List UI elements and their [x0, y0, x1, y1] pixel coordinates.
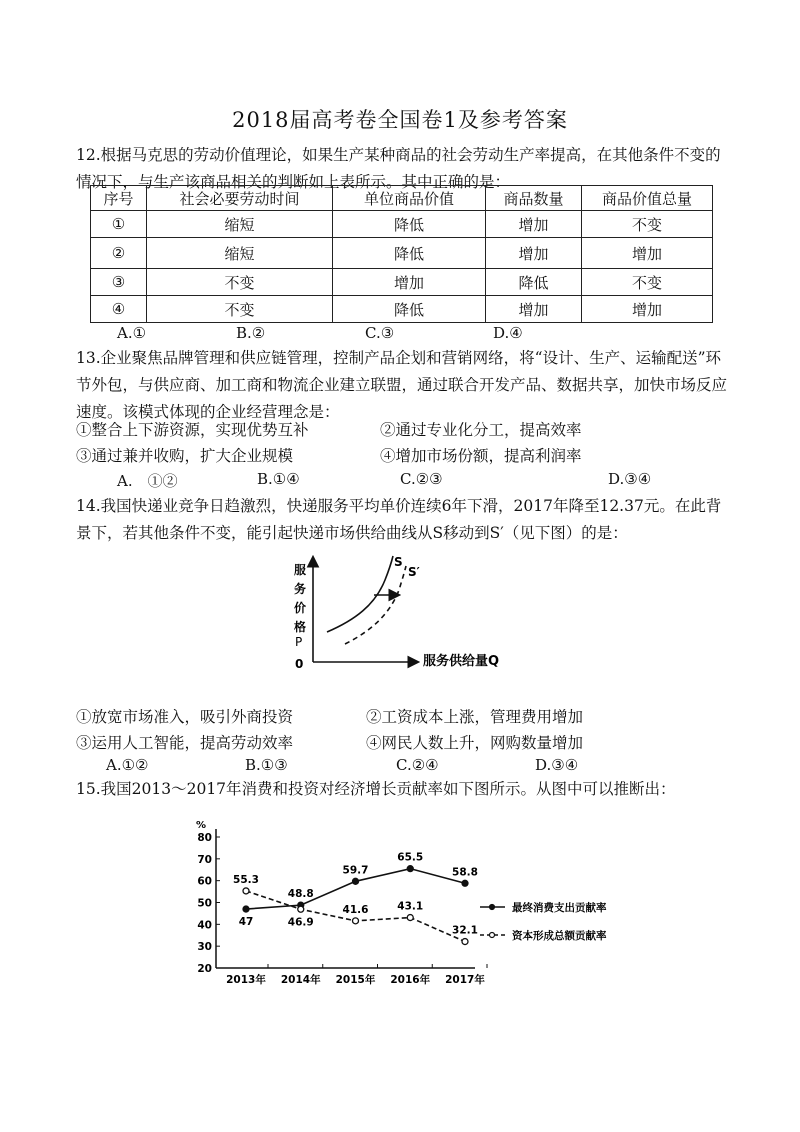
data-point: [462, 880, 468, 886]
table-cell: 降低: [333, 296, 486, 323]
series-line-2: [246, 891, 465, 942]
q13-item-1: ①整合上下游资源，实现优势互补: [76, 421, 309, 439]
data-label: 48.8: [287, 888, 314, 901]
q12-table: [90, 185, 713, 323]
data-label: 47: [238, 916, 254, 929]
table-row: [91, 269, 713, 296]
data-label: 59.7: [342, 864, 369, 877]
table-row: [91, 238, 713, 269]
q13-option-c[interactable]: C.②③: [400, 470, 443, 488]
q13-item-2: ②通过专业化分工，提高效率: [380, 421, 582, 439]
table-cell: ④: [91, 296, 147, 323]
q12-option-b[interactable]: B.②: [236, 324, 266, 342]
y-axis-label-char: 格: [294, 620, 307, 634]
data-label: 65.5: [397, 851, 424, 864]
q14-option-b[interactable]: B.①③: [245, 756, 288, 774]
table-cell: 降低: [333, 238, 486, 269]
origin-label: 0: [295, 657, 304, 671]
x-tick-label: 2013年: [226, 974, 266, 986]
x-tick-label: 2016年: [390, 974, 431, 986]
table-row: [91, 211, 713, 238]
y-tick-label: 70: [197, 853, 212, 866]
q12-header-cell: 商品价值总量: [582, 186, 713, 211]
q12-table-header: [91, 186, 713, 211]
q14-item-1: ①放宽市场准入，吸引外商投资: [76, 708, 294, 726]
table-cell: 缩短: [147, 238, 333, 269]
q14-stem: 14.我国快递业竞争日趋激烈，快递服务平均单价连续6年下滑，2017年降至12.37元。在此背景下，若其他条件不变，能引起快递市场供给曲线从S移动到S′（见下图）的是：: [76, 497, 722, 542]
data-label: 46.9: [287, 916, 314, 929]
curve-label-s: S: [394, 555, 403, 569]
table-cell: 降低: [486, 269, 582, 296]
q14-option-d[interactable]: D.③④: [535, 756, 579, 774]
y-axis-label-char: 务: [294, 582, 307, 596]
x-tick-label: 2015年: [335, 974, 376, 986]
q14-item-2: ②工资成本上涨，管理费用增加: [366, 708, 584, 726]
table-cell: 不变: [147, 296, 333, 323]
x-axis-label: 服务供给量Q: [423, 654, 500, 669]
data-label: 55.3: [233, 873, 259, 886]
y-tick-label: 60: [197, 875, 212, 888]
table-cell: 不变: [582, 269, 713, 296]
q13-stem: 13.企业聚焦品牌管理和供应链管理，控制产品企划和营销网络，将“设计、生产、运输配送”环节外包，与供应商、加工商和物流企业建立联盟，通过联合开发产品、数据共享，加快市场反应速度。该模式体现的企业经营理念是：: [76, 349, 728, 421]
data-label: 32.1: [452, 924, 478, 937]
supply-curve-s-prime: [345, 566, 406, 644]
x-tick-label: 2017年: [445, 974, 485, 986]
supply-curve-figure: [285, 550, 525, 675]
y-axis-label-char: P: [295, 635, 303, 649]
y-tick-label: 20: [197, 963, 212, 975]
y-tick-label: 30: [197, 941, 212, 954]
legend-label: 资本形成总额贡献率: [512, 930, 607, 942]
legend-marker: [490, 933, 495, 938]
q14-item-3: ③运用人工智能，提高劳动效率: [76, 734, 294, 752]
data-label: 41.6: [342, 903, 369, 916]
table-cell: 增加: [333, 269, 486, 296]
x-tick-label: 2014年: [280, 974, 321, 986]
q12-option-a[interactable]: A.①: [117, 324, 147, 342]
q14-option-a[interactable]: A.①②: [106, 756, 149, 774]
data-point: [462, 939, 468, 945]
table-cell: ③: [91, 269, 147, 296]
legend-label: 最终消费支出贡献率: [512, 902, 607, 914]
q12-header-cell: 商品数量: [486, 186, 582, 211]
y-axis-label-char: 价: [294, 601, 307, 615]
table-cell: 增加: [582, 238, 713, 269]
data-point: [298, 906, 304, 912]
q12-option-d[interactable]: D.④: [493, 324, 523, 342]
legend-marker: [490, 905, 495, 910]
table-cell: 增加: [486, 296, 582, 323]
q13-option-d[interactable]: D.③④: [608, 470, 652, 488]
curve-label-s-prime: S′: [408, 565, 420, 579]
q13-item-3: ③通过兼并收购，扩大企业规模: [76, 447, 294, 465]
table-cell: 增加: [582, 296, 713, 323]
q15-stem: 15.我国2013～2017年消费和投资对经济增长贡献率如下图所示。从图中可以推断出：: [76, 780, 676, 798]
table-cell: ①: [91, 211, 147, 238]
data-label: 58.8: [452, 866, 478, 879]
table-cell: 不变: [147, 269, 333, 296]
table-cell: 降低: [333, 211, 486, 238]
data-point: [407, 866, 413, 872]
table-row: [91, 296, 713, 323]
data-point: [353, 918, 359, 924]
data-point: [243, 888, 249, 894]
q12-option-c[interactable]: C.③: [365, 324, 395, 342]
q14-option-c[interactable]: C.②④: [396, 756, 439, 774]
contribution-line-chart: [190, 815, 650, 995]
q13-option-a[interactable]: A. ①②: [117, 472, 178, 490]
table-cell: 增加: [486, 211, 582, 238]
y-tick-label: 40: [197, 919, 212, 932]
q12-stem: 12.根据马克思的劳动价值理论，如果生产某种商品的社会劳动生产率提高，在其他条件不变的情况下，与生产该商品相关的判断如上表所示。其中正确的是：: [76, 146, 721, 191]
table-cell: ②: [91, 238, 147, 269]
q12-header-cell: 单位商品价值: [333, 186, 486, 211]
data-point: [407, 915, 413, 921]
page-title: 2018届高考卷全国卷1及参考答案: [232, 108, 568, 132]
y-axis-unit: %: [196, 820, 207, 831]
y-tick-label: 50: [197, 897, 212, 910]
q12-header-cell: 序号: [91, 186, 147, 211]
data-label: 43.1: [397, 900, 424, 913]
data-point: [353, 878, 359, 884]
q13-option-b[interactable]: B.①④: [257, 470, 300, 488]
y-axis-label-char: 服: [294, 563, 307, 577]
y-tick-label: 80: [197, 832, 212, 844]
table-cell: 不变: [582, 211, 713, 238]
data-point: [243, 906, 249, 912]
table-cell: 增加: [486, 238, 582, 269]
q14-item-4: ④网民人数上升，网购数量增加: [366, 734, 584, 752]
table-cell: 缩短: [147, 211, 333, 238]
supply-curve-s: [327, 556, 393, 632]
q12-header-cell: 社会必要劳动时间: [147, 186, 333, 211]
q13-item-4: ④增加市场份额，提高利润率: [380, 447, 582, 465]
